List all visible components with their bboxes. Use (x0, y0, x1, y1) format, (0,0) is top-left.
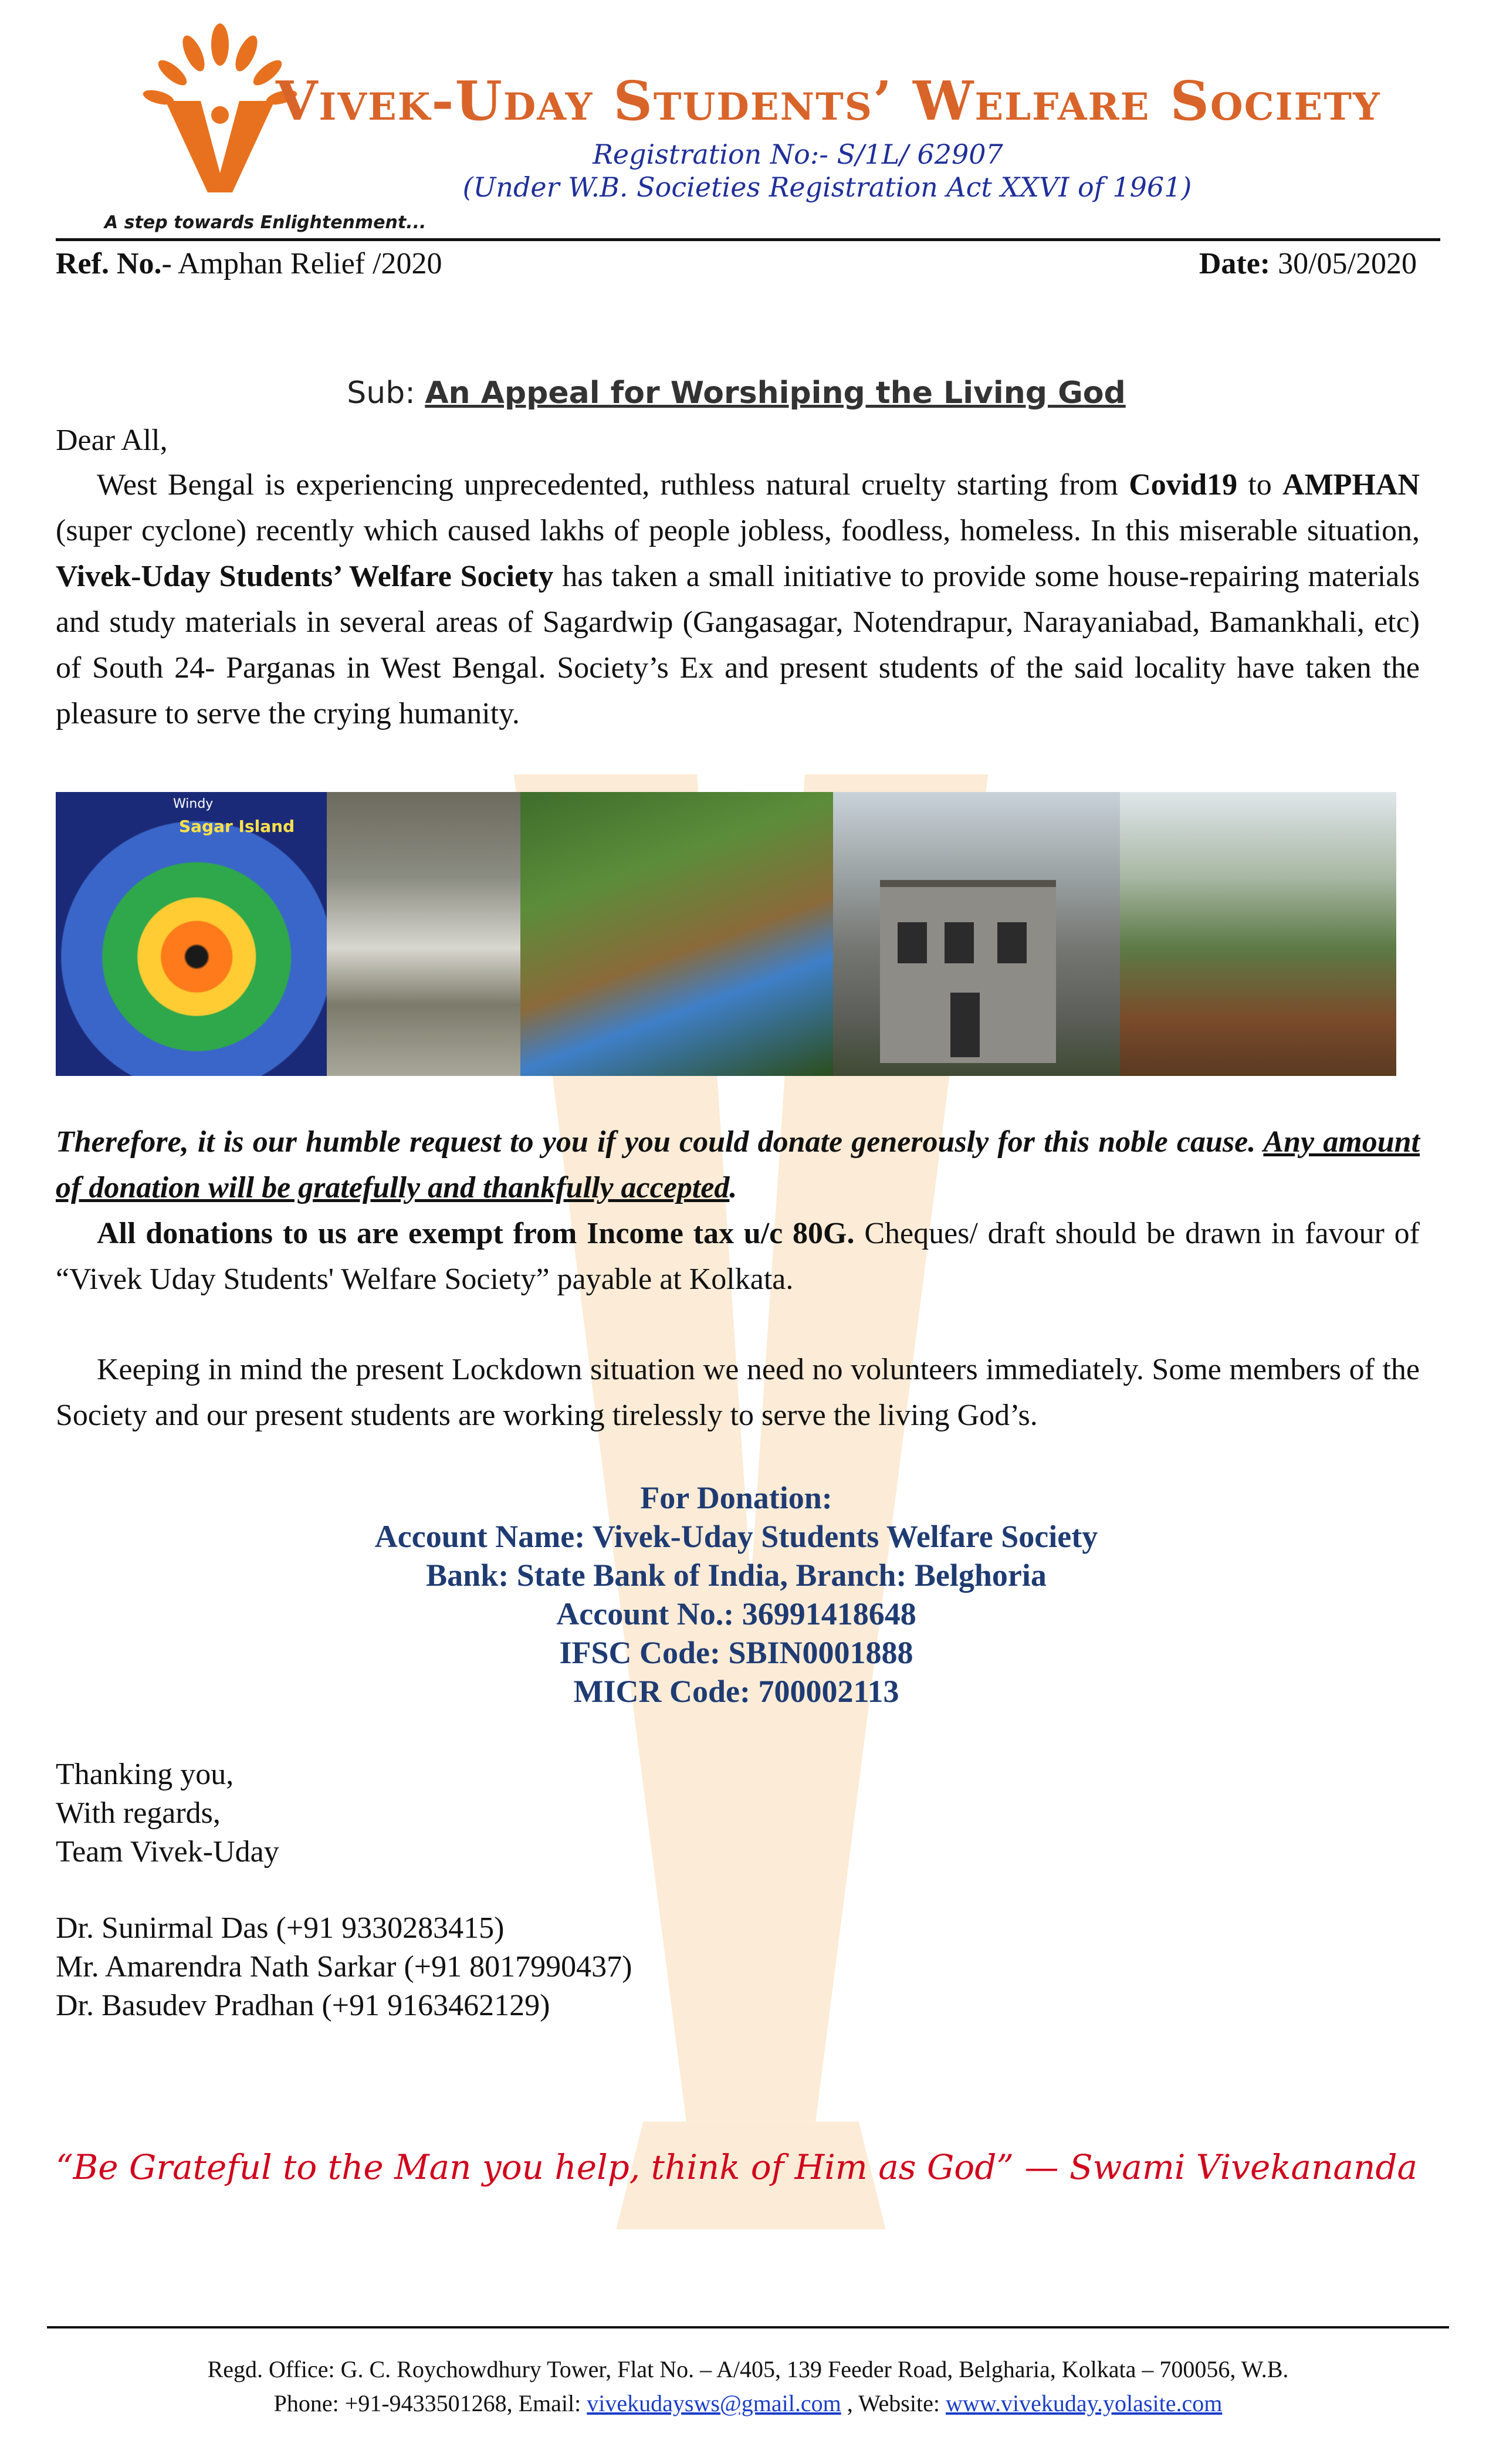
registration-number: Registration No:- S/1L/ 62907 (593, 138, 1003, 170)
closing-team: Team Vivek-Uday (56, 1835, 279, 1869)
donation-details (56, 1478, 1417, 1711)
cyclone-photo-strip (56, 792, 1396, 1076)
subject-title: An Appeal for Worshiping the Living God (425, 375, 1126, 411)
tax-exemption-bold: All donations to us are exempt from Income tax u/c 80G. (97, 1217, 855, 1250)
ifsc-code: IFSC Code: SBIN0001888 (559, 1635, 913, 1670)
registration-act: (Under W.B. Societies Registration Act XXVI of 1961) (462, 171, 1192, 203)
intro-paragraph (56, 462, 1420, 737)
damaged-hut-photo (520, 792, 833, 1076)
website-link[interactable]: www.vivekuday.yolasite.com (945, 2390, 1223, 2416)
website-prefix: , Website: (841, 2390, 946, 2416)
covid-term: Covid19 (1129, 468, 1238, 502)
ref-value: - Amphan Relief /2020 (161, 247, 442, 280)
organization-name: Vivek-Uday Students’ Welfare Society (276, 69, 1381, 133)
date-field (1199, 246, 1417, 281)
appeal-text-c: . (729, 1171, 737, 1204)
contact-item: Mr. Amarendra Nath Sarkar (+91 8017990437) (56, 1950, 632, 1984)
donation-heading: For Donation: (640, 1480, 832, 1515)
house-window (898, 922, 927, 963)
tax-exemption-paragraph (56, 1211, 1420, 1302)
contact-item: Dr. Basudev Pradhan (+91 9163462129) (56, 1989, 550, 2022)
date-label: Date: (1199, 247, 1271, 280)
header-divider (56, 238, 1440, 241)
intro-org-name: Vivek-Uday Students’ Welfare Society (56, 560, 554, 593)
intro-text-b: to (1237, 468, 1283, 502)
footer (47, 2353, 1449, 2421)
subject-prefix: Sub: (347, 375, 425, 411)
lockdown-paragraph: Keeping in mind the present Lockdown situation we need no volunteers immediately. Some members of the Society and our present students are working tirelessly to serve the living God’s. (56, 1353, 1420, 1432)
amphan-term: AMPHAN (1282, 468, 1420, 502)
footer-divider (47, 2326, 1449, 2328)
vivekananda-quote: “Be Grateful to the Man you help, think of Him as God” — Swami Vivekananda (56, 2147, 1418, 2187)
tagline: A step towards Enlightenment... (104, 212, 427, 233)
phone-email-prefix: Phone: +91-9433501268, Email: (273, 2390, 587, 2416)
flood-embankment-photo (327, 792, 520, 1076)
contact-line (47, 2387, 1449, 2421)
cyclone-satellite-image (56, 792, 327, 1076)
closing-regards: With regards, (56, 1796, 221, 1830)
sagar-island-label: Sagar Island (179, 817, 295, 836)
appeal-text-a: Therefore, it is our humble request to you if you could donate generously for this noble cause. (56, 1125, 1264, 1159)
closing-thanks: Thanking you, (56, 1758, 234, 1791)
micr-code: MICR Code: 700002113 (573, 1674, 899, 1709)
donation-appeal (56, 1119, 1420, 1211)
date-value: 30/05/2020 (1270, 247, 1417, 280)
damaged-house-photo (833, 792, 1120, 1076)
salutation: Dear All, (56, 424, 168, 457)
house-shape (880, 880, 1056, 1063)
contact-list (56, 1909, 1420, 2025)
account-number: Account No.: 36991418648 (556, 1596, 916, 1632)
email-link[interactable]: vivekudaysws@gmail.com (587, 2390, 841, 2416)
house-window (945, 922, 974, 963)
cheque-instructions: Cheques/ draft should be drawn in favour of “Vivek Uday Students' Welfare Society” payable at Kolkata. (56, 1217, 1420, 1296)
fallen-trees-photo (1120, 792, 1396, 1076)
reference-line (56, 246, 1417, 281)
office-address: Regd. Office: G. C. Roychowdhury Tower, Flat No. – A/405, 139 Feeder Road, Belgharia, Kolkata – 700056, W.B. (207, 2356, 1289, 2382)
house-window (997, 922, 1027, 963)
intro-text-a: West Bengal is experiencing unprecedented, ruthless natural cruelty starting from (97, 468, 1129, 502)
house-door (950, 993, 980, 1057)
windy-watermark: Windy (173, 797, 214, 811)
intro-text-c: (super cyclone) recently which caused lakhs of people jobless, foodless, homeless. In this miserable situation, (56, 514, 1420, 547)
appeal-text-underlined: Any amount of donation will be gratefully and thankfully accepted (56, 1125, 1420, 1204)
bank-branch: Bank: State Bank of India, Branch: Belghoria (426, 1558, 1047, 1593)
account-name: Account Name: Vivek-Uday Students Welfare Society (374, 1519, 1098, 1554)
intro-text-d: has taken a small initiative to provide some house-repairing materials and study materials in several areas of Sagardwip (Gangasagar, Notendrapur, Narayaniabad, Bamankhali, etc) of South 24- Parganas in West Bengal. Society’s Ex and present students of the said locality have taken the pleasure to serve the crying humanity. (56, 560, 1420, 730)
ref-label: Ref. No. (56, 247, 162, 280)
closing-block (56, 1755, 1420, 1871)
contact-item: Dr. Sunirmal Das (+91 9330283415) (56, 1911, 505, 1945)
subject-line (56, 375, 1417, 411)
